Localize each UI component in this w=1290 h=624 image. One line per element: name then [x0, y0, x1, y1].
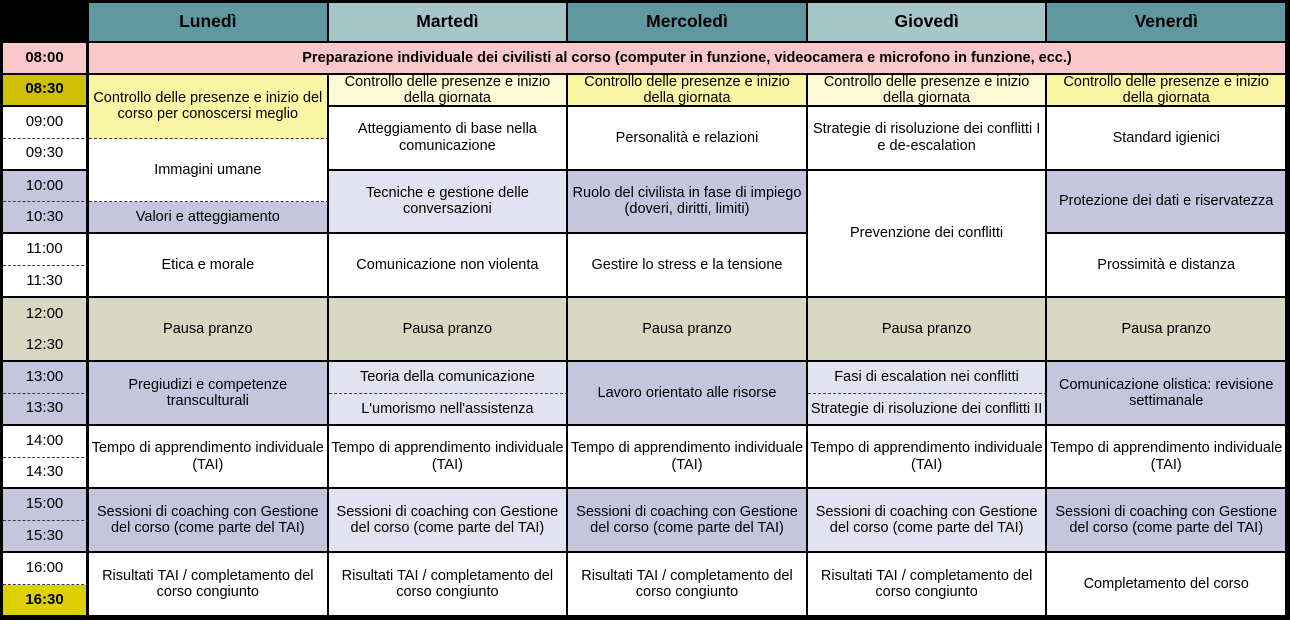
event-gioved--r9: Pausa pranzo	[808, 298, 1048, 362]
event-venerd--r3: Standard igienici	[1047, 107, 1287, 171]
day-header-mercoled-: Mercoledì	[568, 3, 808, 43]
time-cell-13-30: 13:30	[3, 394, 89, 426]
event-mercoled--r15: Sessioni di coaching con Gestione del corso (come parte del TAI)	[568, 489, 808, 553]
event-marted--r2: Controllo delle presenze e inizio della giornata	[329, 75, 569, 107]
time-cell-11-00: 11:00	[3, 234, 89, 266]
event-mercoled--r17: Risultati TAI / completamento del corso congiunto	[568, 553, 808, 617]
day-header-luned-: Lunedì	[89, 3, 329, 43]
event-venerd--r15: Sessioni di coaching con Gestione del corso (come parte del TAI)	[1047, 489, 1287, 553]
event-venerd--r17: Completamento del corso	[1047, 553, 1287, 617]
event-luned--r4: Immagini umane	[89, 139, 329, 203]
event-luned--r13: Tempo di apprendimento individuale (TAI)	[89, 426, 329, 490]
time-cell-16-30: 16:30	[3, 585, 89, 617]
event-gioved--r3: Strategie di risoluzione dei conflitti I e de-escalation	[808, 107, 1048, 171]
event-venerd--r7: Prossimità e distanza	[1047, 234, 1287, 298]
time-cell-10-00: 10:00	[3, 171, 89, 203]
event-gioved--r5: Prevenzione dei conflitti	[808, 171, 1048, 299]
event-luned--r11: Pregiudizi e competenze transculturali	[89, 362, 329, 426]
event-gioved--r15: Sessioni di coaching con Gestione del corso (come parte del TAI)	[808, 489, 1048, 553]
day-header-venerd-: Venerdì	[1047, 3, 1287, 43]
event-gioved--r13: Tempo di apprendimento individuale (TAI)	[808, 426, 1048, 490]
time-cell-15-00: 15:00	[3, 489, 89, 521]
time-cell-09-00: 09:00	[3, 107, 89, 139]
time-cell-11-30: 11:30	[3, 266, 89, 298]
time-cell-14-30: 14:30	[3, 458, 89, 490]
event-marted--r17: Risultati TAI / completamento del corso congiunto	[329, 553, 569, 617]
event-luned--r6: Valori e atteggiamento	[89, 202, 329, 234]
event-luned--r7: Etica e morale	[89, 234, 329, 298]
event-gioved--r11: Fasi di escalation nei conflitti	[808, 362, 1048, 394]
event-gioved--r17: Risultati TAI / completamento del corso congiunto	[808, 553, 1048, 617]
corner-cell	[3, 3, 89, 43]
event-luned--r17: Risultati TAI / completamento del corso congiunto	[89, 553, 329, 617]
event-marted--r15: Sessioni di coaching con Gestione del corso (come parte del TAI)	[329, 489, 569, 553]
event-mercoled--r7: Gestire lo stress e la tensione	[568, 234, 808, 298]
time-cell-12-30: 12:30	[3, 330, 89, 362]
event-venerd--r2: Controllo delle presenze e inizio della giornata	[1047, 75, 1287, 107]
event-mercoled--r11: Lavoro orientato alle risorse	[568, 362, 808, 426]
event-marted--r5: Tecniche e gestione delle conversazioni	[329, 171, 569, 235]
event-marted--r7: Comunicazione non violenta	[329, 234, 569, 298]
time-cell-09-30: 09:30	[3, 139, 89, 171]
event-gioved--r2: Controllo delle presenze e inizio della giornata	[808, 75, 1048, 107]
time-cell-12-00: 12:00	[3, 298, 89, 330]
day-header-marted-: Martedì	[329, 3, 569, 43]
event-venerd--r11: Comunicazione olistica: revisione settimanale	[1047, 362, 1287, 426]
time-cell-16-00: 16:00	[3, 553, 89, 585]
event-marted--r11: Teoria della comunicazione	[329, 362, 569, 394]
event-venerd--r5: Protezione dei dati e riservatezza	[1047, 171, 1287, 235]
event-mercoled--r13: Tempo di apprendimento individuale (TAI)	[568, 426, 808, 490]
event-venerd--r13: Tempo di apprendimento individuale (TAI)	[1047, 426, 1287, 490]
time-cell-13-00: 13:00	[3, 362, 89, 394]
event-mercoled--r3: Personalità e relazioni	[568, 107, 808, 171]
day-header-gioved-: Giovedì	[808, 3, 1048, 43]
event-mercoled--r5: Ruolo del civilista in fase di impiego (doveri, diritti, limiti)	[568, 171, 808, 235]
event-marted--r12: L'umorismo nell'assistenza	[329, 394, 569, 426]
event-gioved--r12: Strategie di risoluzione dei conflitti II	[808, 394, 1048, 426]
event-mercoled--r9: Pausa pranzo	[568, 298, 808, 362]
event-luned--r2: Controllo delle presenze e inizio del corso per conoscersi meglio	[89, 75, 329, 139]
event-marted--r3: Atteggiamento di base nella comunicazione	[329, 107, 569, 171]
time-cell-08-00: 08:00	[3, 43, 89, 75]
event-marted--r13: Tempo di apprendimento individuale (TAI)	[329, 426, 569, 490]
event-luned--r15: Sessioni di coaching con Gestione del corso (come parte del TAI)	[89, 489, 329, 553]
event-marted--r9: Pausa pranzo	[329, 298, 569, 362]
event-venerd--r9: Pausa pranzo	[1047, 298, 1287, 362]
event-mercoled--r2: Controllo delle presenze e inizio della giornata	[568, 75, 808, 107]
event-preparation-row: Preparazione individuale dei civilisti al corso (computer in funzione, videocamera e microfono in funzione, ecc.)	[89, 43, 1287, 75]
time-cell-08-30: 08:30	[3, 75, 89, 107]
time-cell-10-30: 10:30	[3, 202, 89, 234]
time-cell-15-30: 15:30	[3, 521, 89, 553]
time-cell-14-00: 14:00	[3, 426, 89, 458]
event-luned--r9: Pausa pranzo	[89, 298, 329, 362]
